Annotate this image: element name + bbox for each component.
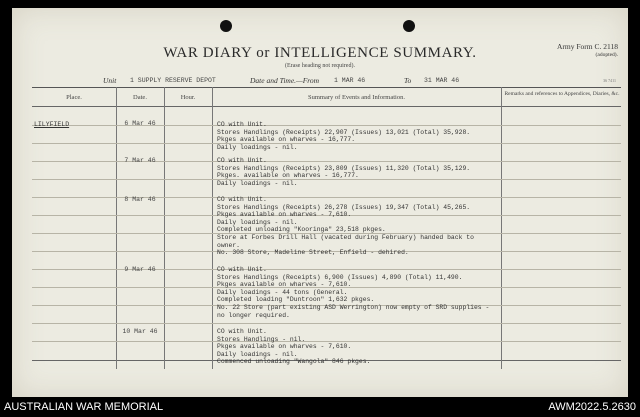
diary-entry bbox=[217, 328, 502, 366]
entry-line: Daily loadings - nil. bbox=[217, 143, 298, 151]
entry-line: Stores Handlings (Receipts) 23,809 (Issues) 11,320 (Total) 35,129. bbox=[217, 164, 471, 172]
col-header-summary: Summary of Events and Information. bbox=[308, 94, 405, 101]
entry-line: Stores Handlings (Receipts) 22,907 (Issues) 13,021 (Total) 35,928. bbox=[217, 128, 471, 136]
entry-line: Completed loading "Duntroon" 1,632 pkges. bbox=[217, 296, 375, 304]
to-date-value: 31 MAR 46 bbox=[424, 77, 460, 84]
entry-line: CO with Unit. bbox=[217, 196, 267, 203]
army-form-adopted: (adopted). bbox=[595, 52, 618, 58]
form-subtitle: (Erase heading not required). bbox=[285, 63, 355, 69]
entry-line: Daily loadings - nil. bbox=[217, 350, 298, 358]
entry-line: Completed unloading "Kooringa" 23,518 pkges. bbox=[217, 226, 386, 234]
entry-line: No. 308 Store, Madeline Street, Enfield - dehired. bbox=[217, 249, 409, 257]
diary-entry bbox=[217, 196, 502, 257]
entry-line: owner. bbox=[217, 241, 241, 249]
col-divider-date bbox=[164, 87, 165, 369]
entry-line: CO with Unit. bbox=[217, 266, 267, 273]
entry-line: No. 22 Store (part existing ASD Werrington) now empty of SRD supplies - bbox=[217, 303, 490, 311]
entry-date: 9 Mar 46 bbox=[124, 266, 156, 273]
place-value: LILYFIELD bbox=[34, 121, 70, 128]
entry-line: Stores Handlings - nil. bbox=[217, 335, 306, 343]
entry-line: CO with Unit. bbox=[217, 121, 267, 128]
diary-entry bbox=[217, 157, 502, 187]
unit-value: 1 SUPPLY RESERVE DEPOT bbox=[130, 77, 216, 84]
entry-line: Commenced unloading "Wangola" 846 pkges. bbox=[217, 358, 371, 366]
col-header-hour: Hour. bbox=[180, 94, 196, 101]
ruled-line bbox=[32, 323, 621, 324]
form-title: WAR DIARY or INTELLIGENCE SUMMARY. bbox=[163, 45, 477, 61]
col-header-remarks: Remarks and references to Appendices, Diaries, &c. bbox=[504, 91, 620, 97]
entry-line: Daily loadings - nil. bbox=[217, 179, 298, 187]
col-header-place: Place. bbox=[66, 94, 82, 101]
col-divider-place bbox=[116, 87, 117, 369]
entry-line: Stores Handlings (Receipts) 26,278 (Issues) 19,347 (Total) 45,265. bbox=[217, 203, 471, 211]
diary-page bbox=[12, 8, 628, 397]
entry-line: Stores Handlings (Receipts) 6,900 (Issues) 4,890 (Total) 11,490. bbox=[217, 273, 463, 281]
entry-date: 8 Mar 46 bbox=[124, 196, 156, 203]
table-top-rule bbox=[32, 87, 621, 88]
entry-line: no longer required. bbox=[217, 311, 290, 319]
punch-hole-left bbox=[220, 20, 232, 32]
table-header-rule bbox=[32, 106, 621, 107]
date-time-label: Date and Time.—From bbox=[250, 76, 320, 85]
army-form-label bbox=[557, 42, 618, 60]
entry-line: CO with Unit. bbox=[217, 328, 267, 335]
entry-line: Daily loadings - 44 tons (General. bbox=[217, 288, 348, 296]
entry-line: Pkges. available on wharves - 16,777. bbox=[217, 172, 359, 180]
footer-accession-number: AWM2022.5.2630 bbox=[548, 401, 636, 413]
entry-date: 10 Mar 46 bbox=[122, 328, 158, 335]
entry-line: Pkges available on wharves - 16,777. bbox=[217, 136, 356, 144]
footer-institution: AUSTRALIAN WAR MEMORIAL bbox=[4, 401, 164, 413]
entry-line: CO with Unit. bbox=[217, 157, 267, 164]
diary-entry bbox=[217, 266, 502, 319]
col-header-date: Date. bbox=[133, 94, 147, 101]
army-form-number: Army Form C. 2118 bbox=[557, 42, 618, 51]
entry-line: Daily loadings - nil. bbox=[217, 218, 298, 226]
from-date-value: 1 MAR 46 bbox=[334, 77, 366, 84]
entry-line: Pkges available on wharves - 7,610. bbox=[217, 211, 352, 219]
col-divider-hour bbox=[212, 87, 213, 369]
entry-date: 6 Mar 46 bbox=[124, 120, 156, 127]
unit-label: Unit bbox=[103, 76, 117, 85]
to-label: To bbox=[404, 76, 412, 85]
entry-date: 7 Mar 46 bbox=[124, 157, 156, 164]
entry-line: Store at Forbes Drill Hall (vacated during February) handed back to bbox=[217, 233, 474, 241]
entry-line: Pkges available on wharves - 7,610. bbox=[217, 343, 352, 351]
punch-hole-right bbox=[403, 20, 415, 32]
corner-mark: 36 7411 bbox=[603, 78, 616, 83]
entry-line: Pkges available on wharves - 7,610. bbox=[217, 281, 352, 289]
diary-entry bbox=[217, 121, 502, 151]
